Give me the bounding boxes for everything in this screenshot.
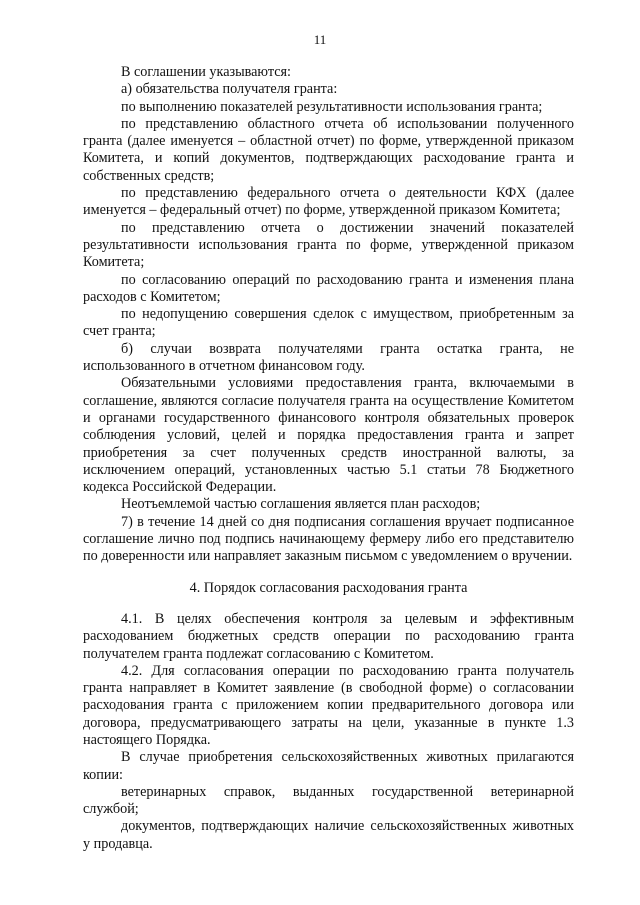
page-number: 11 xyxy=(313,32,327,47)
paragraph: по выполнению показателей результативности использования гранта; xyxy=(121,98,543,115)
paragraph: б) случаи возврата получателями гранта остатка гранта, не использованного в отчетном финансовом году. xyxy=(83,340,574,375)
paragraph: а) обязательства получателя гранта: xyxy=(121,81,338,98)
section-heading: 4. Порядок согласования расходования гранта xyxy=(189,579,468,596)
paragraph: 4.1. В целях обеспечения контроля за целевым и эффективным расходованием бюджетных средств операции по расходованию гранта получателем гранта подлежат согласованию с Комитетом. xyxy=(83,610,574,662)
paragraph: Обязательными условиями предоставления гранта, включаемыми в соглашение, являются согласие получателя гранта на осуществление Комитетом и органами государственного финансового контроля обязательных проверок соблюдения условий, целей и порядка предоставления гранта и запрет приобретения за счет полученных средств иностранной валюты, за исключением операций, установленных частью 5.1 статьи 78 Бюджетного кодекса Российской Федерации. xyxy=(83,375,574,496)
paragraph: документов, подтверждающих наличие сельскохозяйственных животных у продавца. xyxy=(83,818,574,852)
paragraph: по недопущению совершения сделок с имуществом, приобретенным за счет гранта; xyxy=(83,306,574,340)
paragraph: 4.2. Для согласования операции по расходованию гранта получатель гранта направляет в Комитет заявление (в свободной форме) о согласовании расходования гранта с приложением копии предварительного договора или договора, предусматривающего затраты на цели, указанные в пункте 1.3 настоящего Порядка. xyxy=(83,662,574,748)
paragraph: по представлению отчета о достижении значений показателей результативности использования гранта по форме, утвержденной приказом Комитета; xyxy=(83,219,574,271)
paragraph: В случае приобретения сельскохозяйственных животных прилагаются копии: xyxy=(83,749,574,783)
document-body xyxy=(83,64,574,853)
paragraph: ветеринарных справок, выданных государственной ветеринарной службой; xyxy=(83,783,574,818)
paragraph: по согласованию операций по расходованию гранта и изменения плана расходов с Комитетом; xyxy=(83,271,574,305)
paragraph: по представлению областного отчета об использовании полученного гранта (далее именуется – областной отчет) по форме, утвержденной приказом Комитета, и копий документов, подтверждающих расходование гранта и собственных средств; xyxy=(83,115,574,184)
paragraph: 7) в течение 14 дней со дня подписания соглашения вручает подписанное соглашение лично под подпись начинающему фермеру либо его представителю по доверенности или направляет заказным письмом с уведомлением о вручении. xyxy=(83,513,574,565)
paragraph: В соглашении указываются: xyxy=(121,64,291,80)
paragraph: Неотъемлемой частью соглашения является план расходов; xyxy=(121,496,481,513)
paragraph: по представлению федерального отчета о деятельности КФХ (далее именуется – федеральный отчет) по форме, утвержденной приказом Комитета; xyxy=(83,185,574,219)
